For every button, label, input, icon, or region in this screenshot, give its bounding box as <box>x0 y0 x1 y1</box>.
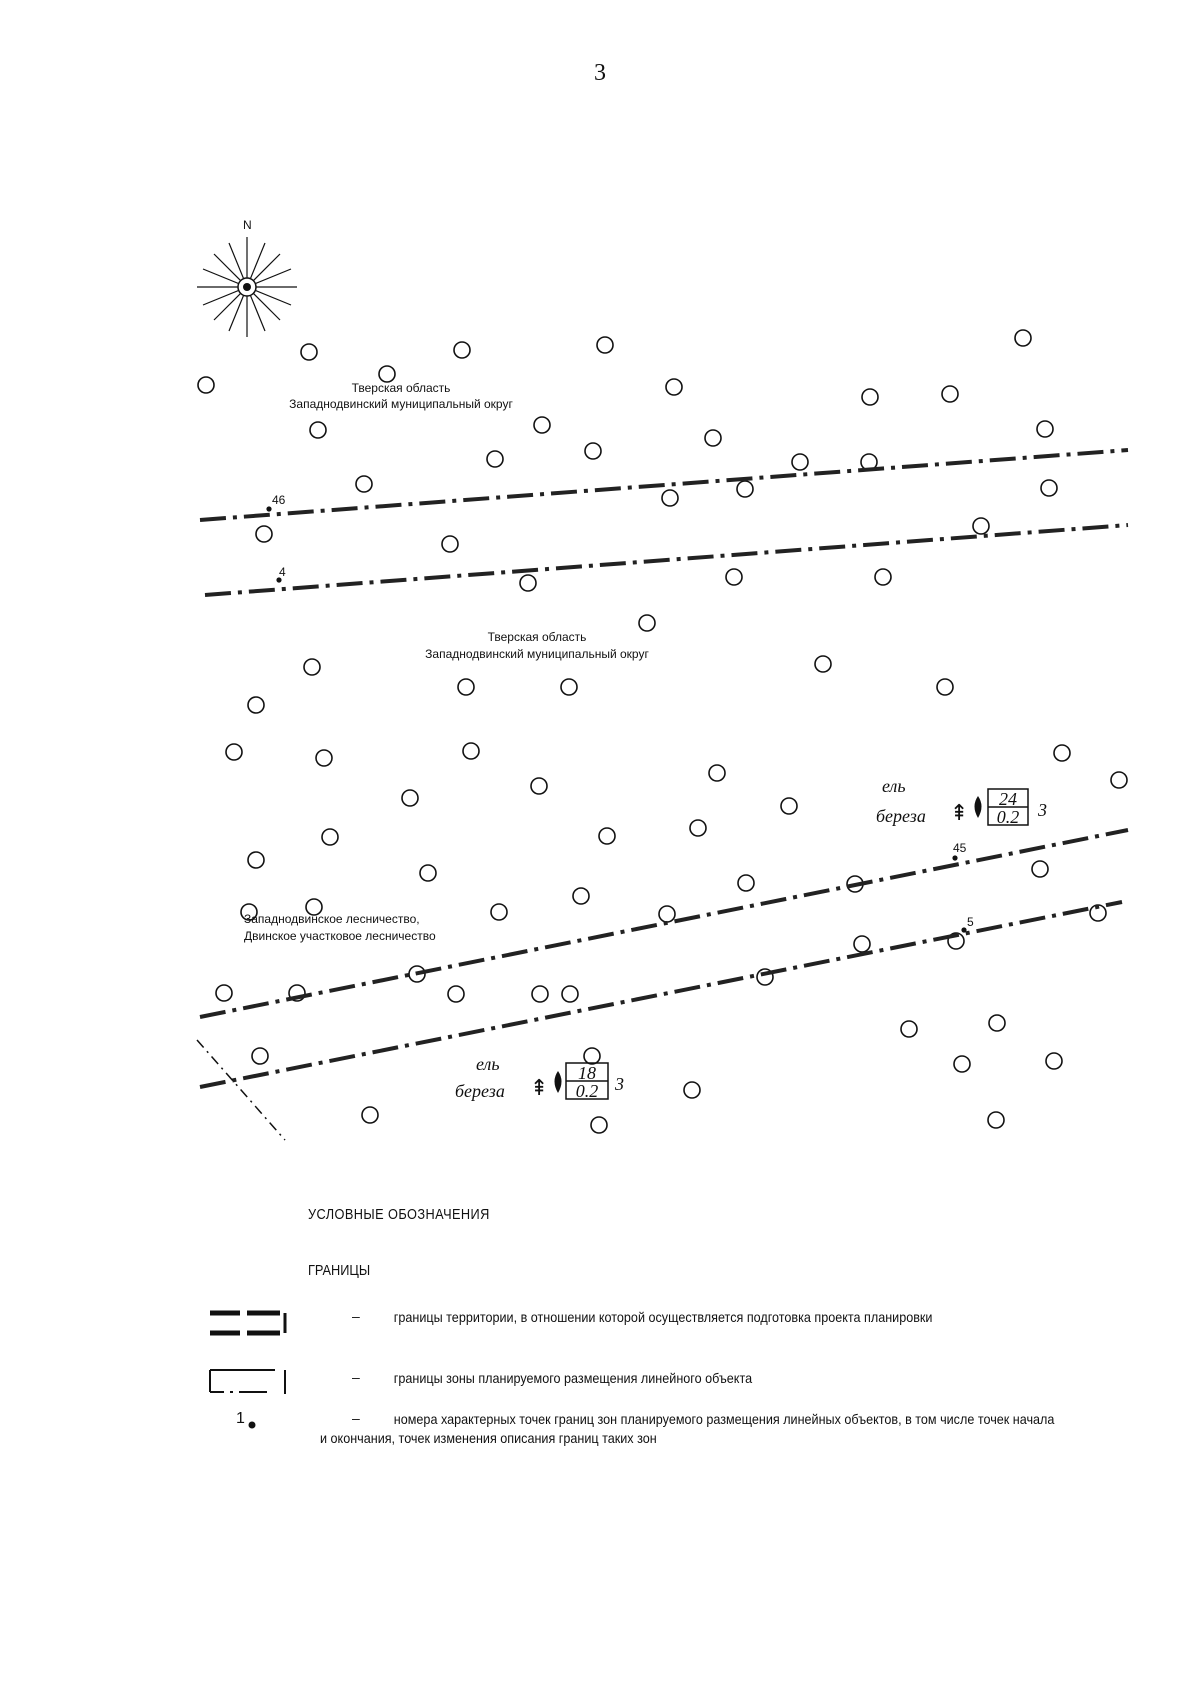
vegetation-marker <box>1054 745 1070 761</box>
tree-block-1-denominator: 0.2 <box>996 807 1020 827</box>
legend-title: УСЛОВНЫЕ ОБОЗНАЧЕНИЯ <box>308 1206 490 1223</box>
region-label-1-line2: Западнодвинский муниципальный округ <box>289 397 513 411</box>
vegetation-marker <box>584 1048 600 1064</box>
boundary-point-46 <box>266 506 271 511</box>
vegetation-marker <box>362 1107 378 1123</box>
vegetation-marker <box>738 875 754 891</box>
vegetation-marker <box>1037 421 1053 437</box>
vegetation-marker <box>252 1048 268 1064</box>
birch-icon <box>555 1071 562 1093</box>
vegetation-marker <box>591 1117 607 1133</box>
vegetation-marker <box>356 476 372 492</box>
boundary-line-1 <box>200 450 1128 520</box>
tree-block-2-species-2: береза <box>455 1081 505 1101</box>
vegetation-marker <box>256 526 272 542</box>
legend-item-dash: – <box>352 1410 360 1426</box>
tree-block-2-species-1: ель <box>476 1054 500 1074</box>
boundary-point-5 <box>961 927 966 932</box>
vegetation-marker <box>316 750 332 766</box>
vegetation-marker <box>937 679 953 695</box>
vegetation-marker <box>901 1021 917 1037</box>
tree-block-1-species-2: береза <box>876 806 926 826</box>
page-number: 3 <box>594 60 606 86</box>
vegetation-marker <box>532 986 548 1002</box>
tree-block-1-species-1: ель <box>882 776 906 796</box>
vegetation-markers <box>198 330 1127 1133</box>
vegetation-marker <box>487 451 503 467</box>
vegetation-marker <box>442 536 458 552</box>
legend-item-text: границы территории, в отношении которой осуществляется подготовка проекта планировки <box>393 1309 933 1325</box>
compass-rose-icon <box>197 218 297 337</box>
vegetation-marker <box>705 430 721 446</box>
vegetation-marker <box>248 852 264 868</box>
vegetation-marker <box>662 490 678 506</box>
spruce-icon: ⇞ <box>950 801 969 826</box>
legend-item-text: номера характерных точек границ зон планируемого размещения линейных объектов, в том числе точек начала и окончания, точек изменения описания границ таких зон <box>320 1411 1055 1446</box>
legend-symbol-territory-boundary <box>210 1313 285 1333</box>
region-label-2-line2: Западнодвинский муниципальный округ <box>425 647 649 661</box>
vegetation-marker <box>491 904 507 920</box>
dash-dot-line <box>197 1040 285 1140</box>
legend-item-dash: – <box>352 1369 360 1385</box>
vegetation-marker <box>988 1112 1004 1128</box>
vegetation-marker <box>463 743 479 759</box>
point-label-4: 4 <box>279 565 286 579</box>
vegetation-marker <box>216 985 232 1001</box>
legend-item-dash: – <box>352 1308 360 1324</box>
legend-symbol-point <box>249 1422 256 1429</box>
vegetation-marker <box>862 389 878 405</box>
vegetation-marker <box>304 659 320 675</box>
forestry-label-line1: Западнодвинское лесничество, <box>244 912 420 926</box>
vegetation-marker <box>531 778 547 794</box>
forestry-label-line2: Двинское участковое лесничество <box>244 929 436 943</box>
vegetation-marker <box>954 1056 970 1072</box>
vegetation-marker <box>690 820 706 836</box>
vegetation-marker <box>562 986 578 1002</box>
vegetation-marker <box>226 744 242 760</box>
vegetation-marker <box>1046 1053 1062 1069</box>
vegetation-marker <box>448 986 464 1002</box>
point-label-45: 45 <box>953 841 967 855</box>
vegetation-marker <box>942 386 958 402</box>
vegetation-marker <box>737 481 753 497</box>
boundary-line-2 <box>205 525 1128 595</box>
vegetation-marker <box>458 679 474 695</box>
point-label-5: 5 <box>967 915 974 929</box>
vegetation-marker <box>1041 480 1057 496</box>
vegetation-marker <box>573 888 589 904</box>
vegetation-marker <box>561 679 577 695</box>
region-label-1-line1: Тверская область <box>351 381 451 395</box>
vegetation-marker <box>520 575 536 591</box>
legend-symbol-zone-boundary <box>210 1370 285 1394</box>
vegetation-marker <box>709 765 725 781</box>
vegetation-marker <box>973 518 989 534</box>
vegetation-marker <box>792 454 808 470</box>
birch-icon <box>975 796 982 818</box>
vegetation-marker <box>322 829 338 845</box>
vegetation-marker <box>684 1082 700 1098</box>
vegetation-marker <box>726 569 742 585</box>
vegetation-marker <box>639 615 655 631</box>
boundary-point-45 <box>952 855 957 860</box>
vegetation-marker <box>198 377 214 393</box>
point-label-46: 46 <box>272 493 286 507</box>
vegetation-marker <box>781 798 797 814</box>
vegetation-marker <box>248 697 264 713</box>
spruce-icon: ⇞ <box>530 1076 549 1101</box>
vegetation-marker <box>301 344 317 360</box>
vegetation-marker <box>454 342 470 358</box>
vegetation-marker <box>989 1015 1005 1031</box>
compass-north-label: N <box>243 218 252 232</box>
tree-block-1-suffix: 3 <box>1038 800 1047 820</box>
vegetation-marker <box>599 828 615 844</box>
tree-block-2-numerator: 18 <box>578 1063 596 1083</box>
tree-block-2-denominator: 0.2 <box>575 1081 599 1101</box>
legend-item-symbol: 1 <box>236 1410 245 1427</box>
boundary-points <box>266 506 969 932</box>
vegetation-marker <box>420 865 436 881</box>
tree-block-1-numerator: 24 <box>999 789 1017 809</box>
tree-block-1 <box>876 776 1047 827</box>
vegetation-marker <box>597 337 613 353</box>
vegetation-marker <box>402 790 418 806</box>
tree-block-2-suffix: 3 <box>615 1074 624 1094</box>
vegetation-marker <box>815 656 831 672</box>
vegetation-marker <box>666 379 682 395</box>
region-label-2-line1: Тверская область <box>487 630 587 644</box>
vegetation-marker <box>585 443 601 459</box>
legend-item-text: границы зоны планируемого размещения линейного объекта <box>393 1370 753 1386</box>
vegetation-marker <box>379 366 395 382</box>
vegetation-marker <box>1032 861 1048 877</box>
vegetation-marker <box>1015 330 1031 346</box>
vegetation-marker <box>534 417 550 433</box>
vegetation-marker <box>875 569 891 585</box>
vegetation-marker <box>659 906 675 922</box>
vegetation-marker <box>1111 772 1127 788</box>
boundary-lines <box>200 450 1128 1087</box>
vegetation-marker <box>854 936 870 952</box>
vegetation-marker <box>310 422 326 438</box>
legend-section-title: ГРАНИЦЫ <box>308 1262 371 1279</box>
